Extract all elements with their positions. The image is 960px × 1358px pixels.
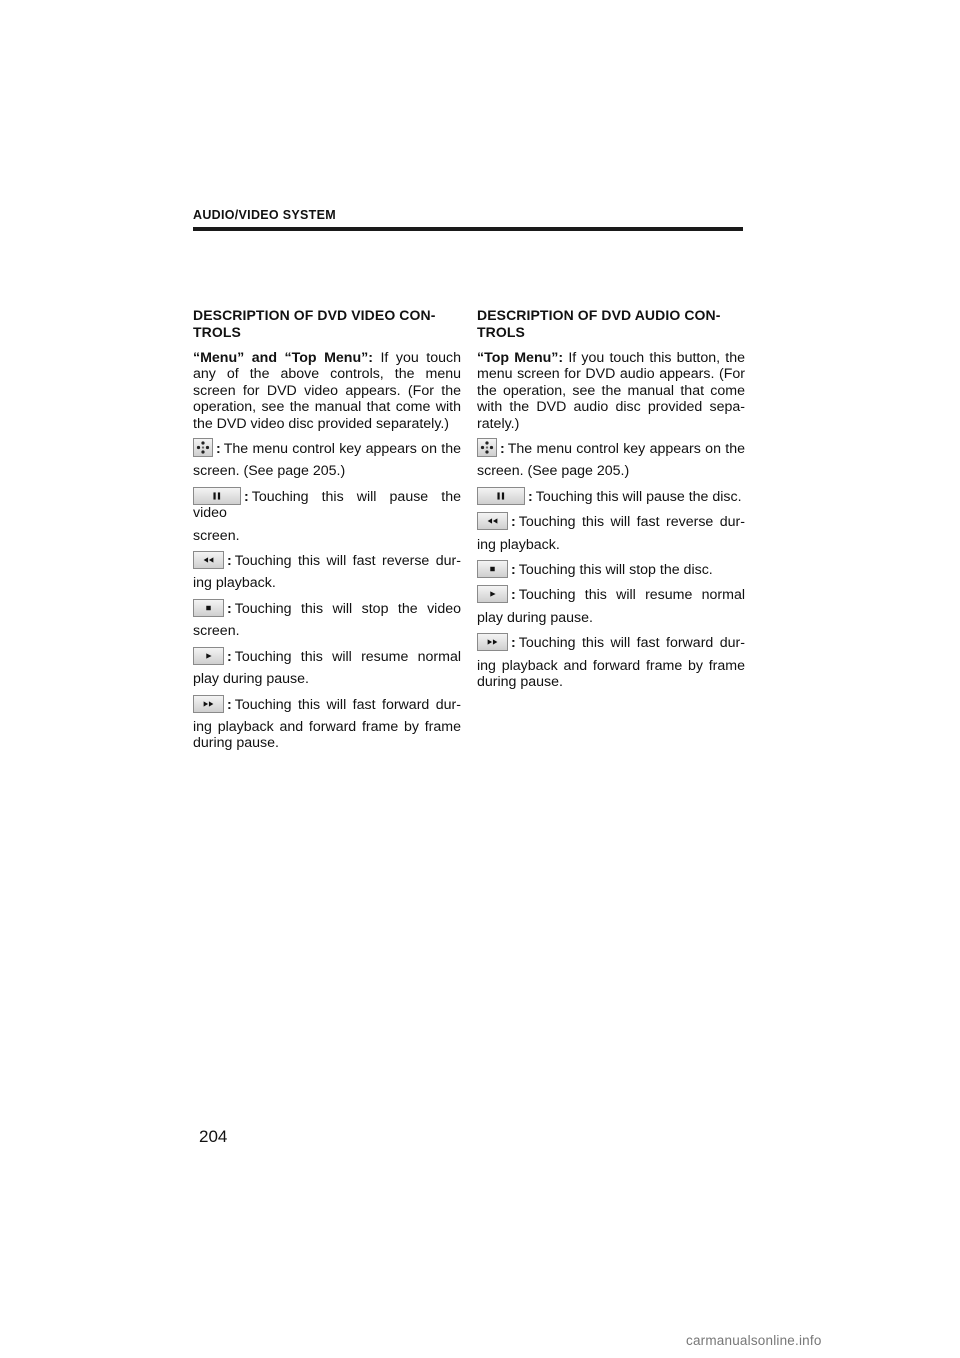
colon: : (227, 696, 232, 713)
colon: : (244, 488, 249, 505)
control-description (477, 512, 745, 553)
fast-forward-icon (193, 695, 224, 713)
description-line1: Touching this will stop the video (234, 600, 461, 617)
control-description (193, 551, 461, 592)
description-line1: Touching this will resume normal (518, 587, 745, 604)
section-heading: DESCRIPTION OF DVD AUDIO CON- TROLS (477, 307, 721, 340)
description-line2: ing playback. (193, 575, 276, 592)
description-line1: Touching this will fast reverse dur- (234, 553, 461, 570)
stop-icon (193, 599, 224, 617)
menu-control-icon (193, 438, 213, 457)
intro-paragraph (193, 350, 461, 432)
play-icon (193, 647, 224, 665)
description-line2: ing playback. (477, 536, 560, 553)
fast-reverse-icon (477, 512, 508, 530)
page-number: 204 (199, 1127, 228, 1146)
colon: : (511, 635, 516, 652)
page-header (193, 208, 743, 231)
description-line2: ing playback and forward frame by frame during pause. (193, 718, 461, 752)
watermark: carmanualsonline.info (686, 1333, 822, 1348)
description-line2: screen. (193, 527, 240, 544)
description-line1: Touching this will pause the video (193, 488, 461, 522)
description-line2: play during pause. (477, 609, 593, 626)
description-line2: ing playback and forward frame by frame during pause. (477, 657, 745, 691)
description-line1: The menu control key appears on the (507, 441, 745, 458)
description-line2: play during pause. (193, 671, 309, 688)
intro-text: If you touch any of the above controls, the menu screen for DVD video appears. (For the operation, see the manual that come with the DVD video disc provided separately.) (193, 350, 461, 432)
description-line1: Touching this will resume normal (234, 648, 461, 665)
control-description (193, 695, 461, 752)
pause-icon (193, 487, 241, 505)
intro-paragraph (477, 350, 745, 432)
description-line1: Touching this will fast reverse dur- (518, 514, 745, 531)
colon: : (511, 562, 516, 579)
control-description (193, 438, 461, 480)
description-line1: Touching this will fast forward dur- (518, 635, 745, 652)
section-title: AUDIO/VIDEO SYSTEM (193, 208, 336, 222)
control-description (477, 585, 745, 626)
control-description (193, 647, 461, 688)
colon: : (528, 488, 533, 505)
intro-label: “Top Menu”: (477, 350, 564, 366)
play-icon (477, 585, 508, 603)
description-line2: screen. (See page 205.) (477, 463, 630, 480)
dvd-video-controls-column (193, 307, 461, 759)
description-line2: screen. (See page 205.) (193, 463, 346, 480)
colon: : (500, 441, 505, 458)
control-description (193, 487, 461, 544)
control-description (193, 599, 461, 640)
control-description (477, 560, 745, 578)
control-description (477, 633, 745, 690)
colon: : (511, 587, 516, 604)
fast-reverse-icon (193, 551, 224, 569)
dvd-audio-controls-column (477, 307, 745, 698)
intro-text: If you touch this button, the menu screen for DVD audio appears. (For the operation, see the manual that come with the DVD audio disc provided sepa-rately.) (477, 350, 745, 432)
pause-icon (477, 487, 525, 505)
header-rule (193, 227, 743, 231)
colon: : (216, 441, 221, 458)
control-description (477, 438, 745, 480)
description-line1: Touching this will pause the disc. (535, 488, 742, 505)
section-heading: DESCRIPTION OF DVD VIDEO CON- TROLS (193, 307, 436, 340)
intro-label: “Menu” and “Top Menu”: (193, 350, 373, 366)
colon: : (227, 648, 232, 665)
description-line1: The menu control key appears on the (223, 441, 461, 458)
description-line1: Touching this will fast forward dur- (234, 696, 461, 713)
fast-forward-icon (477, 633, 508, 651)
description-line1: Touching this will stop the disc. (518, 562, 713, 579)
colon: : (227, 553, 232, 570)
stop-icon (477, 560, 508, 578)
description-line2: screen. (193, 623, 240, 640)
colon: : (227, 600, 232, 617)
colon: : (511, 514, 516, 531)
menu-control-icon (477, 438, 497, 457)
control-description (477, 487, 745, 505)
